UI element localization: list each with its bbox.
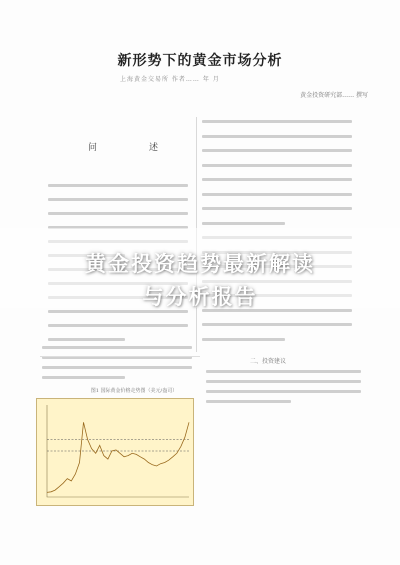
text-line [202,338,285,341]
chart-caption: 图1 国际黄金价格走势图（美元/盎司） [90,388,178,394]
text-line [202,323,352,326]
chart-svg [37,399,193,505]
text-line [202,193,352,196]
section-heading [88,140,158,153]
text-line [202,222,285,225]
overlay-title-line-1: 黄金投资趋势最新解读 [85,252,315,276]
text-line [206,400,291,403]
text-line [202,149,352,152]
text-line [42,366,192,369]
document-subline: 上海黄金交易所 作者…… 年 月 [120,76,220,83]
text-line [202,164,352,167]
text-line [48,212,188,215]
text-line [202,207,352,210]
text-line [48,198,188,201]
text-line [206,390,361,393]
text-line [48,324,188,327]
section-heading-char-1: 问 [88,143,98,153]
text-line [48,338,125,341]
overlay-title-line-2: 与分析报告 [142,285,258,309]
divider-line [40,356,200,357]
text-line [42,346,192,349]
document-title: 新形势下的黄金市场分析 [117,53,283,69]
chart-series-line [47,422,189,492]
text-line [42,376,125,379]
text-line [48,184,188,187]
gold-price-chart [36,398,194,506]
section-heading-char-2: 述 [148,143,158,153]
text-line [202,178,352,181]
text-line [202,135,352,138]
text-line [202,120,352,123]
text-line [206,370,361,373]
right-subheading: 二、投资建议 [250,358,287,365]
text-line [206,380,361,383]
document-author: 黄金投资研究部…… 撰写 [300,92,368,99]
